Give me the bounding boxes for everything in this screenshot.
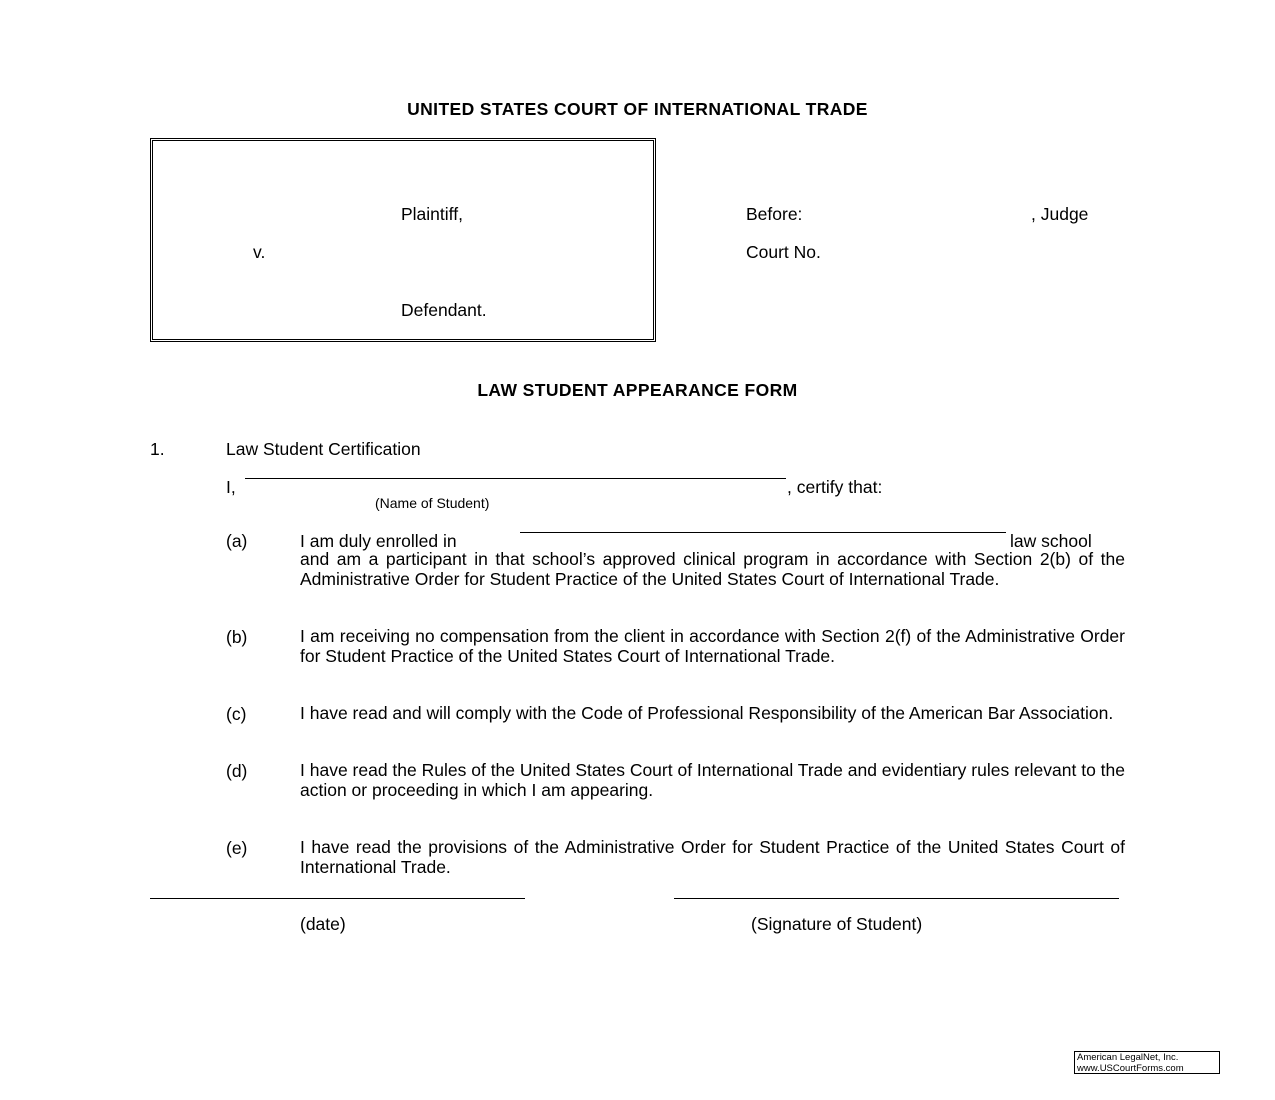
publisher-name: American LegalNet, Inc.	[1077, 1052, 1179, 1063]
publisher-url[interactable]: www.USCourtForms.com	[1077, 1063, 1184, 1074]
law-school-field[interactable]	[520, 532, 1006, 533]
student-name-field[interactable]	[245, 478, 786, 479]
before-label: Before:	[746, 204, 803, 224]
court-number-label: Court No.	[746, 242, 821, 262]
form-title: LAW STUDENT APPEARANCE FORM	[477, 380, 798, 400]
item-d-text: I have read the Rules of the United States Court of International Trade and evidentiary rules relevant to the action or proceeding in which I am appearing.	[300, 760, 1125, 800]
item-e-text: I have read the provisions of the Administrative Order for Student Practice of the United States Court of International Trade.	[300, 837, 1125, 877]
versus-label: v.	[253, 242, 266, 262]
item-c-label: (c)	[226, 704, 247, 724]
court-title: UNITED STATES COURT OF INTERNATIONAL TRADE	[407, 99, 868, 119]
date-field[interactable]	[150, 898, 525, 899]
plaintiff-label: Plaintiff,	[401, 204, 463, 224]
name-of-student-caption: (Name of Student)	[375, 495, 490, 511]
item-e-label: (e)	[226, 838, 248, 858]
item-a-text: and am a participant in that school’s approved clinical program in accordance with Section 2(b) of the Administrative Order for Student Practice of the United States Court of International Trade.	[300, 549, 1125, 589]
certify-suffix: , certify that:	[787, 477, 883, 497]
item-a-label: (a)	[226, 531, 248, 551]
item-d-label: (d)	[226, 761, 248, 781]
item-b-label: (b)	[226, 627, 248, 647]
defendant-label: Defendant.	[401, 300, 487, 320]
signature-caption: (Signature of Student)	[751, 914, 923, 934]
item-a-text-after: law school	[1010, 531, 1092, 551]
publisher-badge[interactable]	[1074, 1051, 1220, 1074]
section-number: 1.	[150, 439, 165, 459]
signature-field[interactable]	[674, 898, 1119, 899]
date-caption: (date)	[300, 914, 346, 934]
section-heading: Law Student Certification	[226, 439, 421, 459]
item-a-text-before: I am duly enrolled in	[300, 531, 457, 551]
certify-prefix: I,	[226, 477, 236, 497]
item-b-text: I am receiving no compensation from the client in accordance with Section 2(f) of the Administrative Order for Student Practice of the United States Court of International Trade.	[300, 626, 1125, 666]
item-c-text: I have read and will comply with the Code of Professional Responsibility of the American Bar Association.	[300, 703, 1114, 723]
judge-label: , Judge	[1031, 204, 1089, 224]
